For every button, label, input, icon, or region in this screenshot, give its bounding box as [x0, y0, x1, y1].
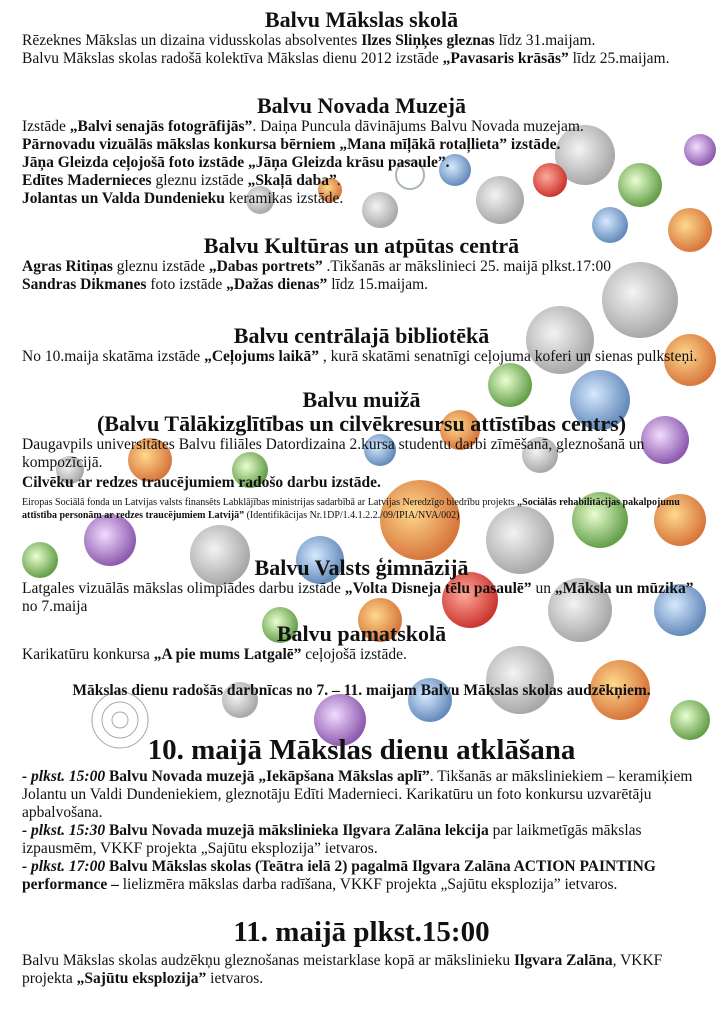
paragraph: Agras Ritiņas gleznu izstāde „Dabas portrets” .Tikšanās ar mākslinieci 25. maijā plkst.17:00 [22, 258, 611, 275]
section-gymnasium [22, 556, 701, 616]
paragraph: Cilvēku ar redzes traucējumiem radošo darbu izstāde. [22, 474, 381, 491]
section-library [22, 324, 701, 366]
project-note: Eiropas Sociālā fonda un Latvijas valsts finansēts Labklājības ministrijas sadarbībā ar Latvijas Neredzīgo biedrību projekts „Sociālās rehabilitācijas pakalpojumu attīstība personām ar redzes traucējumiem Latvijā” (Identifikācijas Nr.1DP/1.4.1.2.2./09/IPIA/NVA/002) [22, 497, 680, 521]
event-item: - plkst. 15:30 Balvu Novada muzejā mākslinieka Ilgvara Zalāna lekcija par laikmetīgās mākslas izpausmēm, VKKF projekta „Sajūtu eksplozija” ietvaros. [22, 822, 642, 857]
event-item: - plkst. 17:00 Balvu Mākslas skolas (Teātra ielā 2) pagalmā Ilgvara Zalāna ACTION PAINTING performance – lielizmēra mākslas darba radīšana, VKKF projekta „Sajūtu eksplozija” ietvaros. [22, 858, 656, 893]
paragraph: Balvu Mākslas skolas radošā kolektīva Mākslas dienu 2012 izstāde „Pavasaris krāsās” līdz 25.maijam. [22, 50, 670, 67]
section-title: Balvu Mākslas skolā [264, 7, 459, 32]
section-may-10 [22, 734, 701, 894]
paragraph: Daugavpils universitātes Balvu filiāles Datordizaina 2.kursa studentu darbi zīmēšanā, gleznošanā un kompozīcijā. [22, 436, 645, 471]
section-title: 11. maijā plkst.15:00 [233, 916, 490, 948]
paragraph: Izstāde „Balvi senajās fotogrāfijās”. Daiņa Punculа dāvinājums Balvu Novada muzejam. [22, 118, 584, 135]
section-title: Balvu pamatskolā [276, 621, 447, 646]
section-museum [22, 94, 701, 208]
section-title: Balvu Kultūras un atpūtas centrā [203, 233, 520, 258]
paragraph: Latgales vizuālās mākslas olimpiādes darbu izstāde „Volta Disneja tēlu pasaulē” un „Māksla un mūzika” no 7.maija [22, 580, 694, 615]
section-title: Balvu muižā [302, 387, 421, 412]
section-title: Balvu Valsts ģimnāzijā [254, 555, 469, 580]
section-culture-centre [22, 234, 701, 294]
section-subtitle: (Balvu Tālākizglītības un cilvēkresursu attīstības centrs) [96, 411, 627, 436]
event-item: - plkst. 15:00 Balvu Novada muzejā „Iekāpšana Mākslas aplī”. Tikšanās ar māksliniekiem – keramiķiem Jolantu un Valdi Dundeniekiem, gleznotāju Edīti Madernieci. Karikatūru un foto konkursu uzvarētāju apbalvošana. [22, 768, 693, 821]
workshops-notice [22, 682, 701, 700]
paragraph: Sandras Dikmanes foto izstāde „Dažas dienas” līdz 15.maijam. [22, 276, 429, 293]
paragraph: Karikatūru konkursa „A pie mums Latgalē” ceļojošā izstāde. [22, 646, 407, 663]
section-art-school [22, 8, 701, 68]
paragraph: Jāņa Gleizda ceļojošā foto izstāde „Jāņa Gleizda krāsu pasaule”. [22, 154, 450, 171]
paragraph: Jolantas un Valda Dundenieku keramikas izstāde. [22, 190, 344, 207]
paragraph: Pārnovadu vizuālās mākslas konkursa bērniem „Mana mīļākā rotaļlieta” izstāde. [22, 136, 561, 153]
section-title: Balvu centrālajā bibliotēkā [233, 323, 490, 348]
paragraph: No 10.maija skatāma izstāde „Ceļojums laikā” , kurā skatāmi senatnīgi ceļojuma koferi un sienas pulksteņi. [22, 348, 698, 365]
notice-text: Mākslas dienu radošās darbnīcas no 7. – 11. maijam Balvu Mākslas skolas audzēkņiem. [72, 682, 651, 699]
paragraph: Rēzeknes Mākslas un dizaina vidusskolas absolventes Ilzes Sliņķes gleznas līdz 31.maijam. [22, 32, 596, 49]
section-primary-school [22, 622, 701, 664]
section-manor [22, 388, 701, 522]
section-title: Balvu Novada Muzejā [257, 93, 466, 118]
section-may-11 [22, 916, 701, 988]
section-title: 10. maijā Mākslas dienu atklāšana [147, 734, 576, 766]
paragraph: Balvu Mākslas skolas audzēkņu gleznošanas meistarklase kopā ar mākslinieku Ilgvara Zalāna, VKKF projekta „Sajūtu eksplozija” ietvaros. [22, 952, 663, 987]
paragraph: Edītes Madernieces gleznu izstāde „Skaļā daba”. [22, 172, 341, 189]
